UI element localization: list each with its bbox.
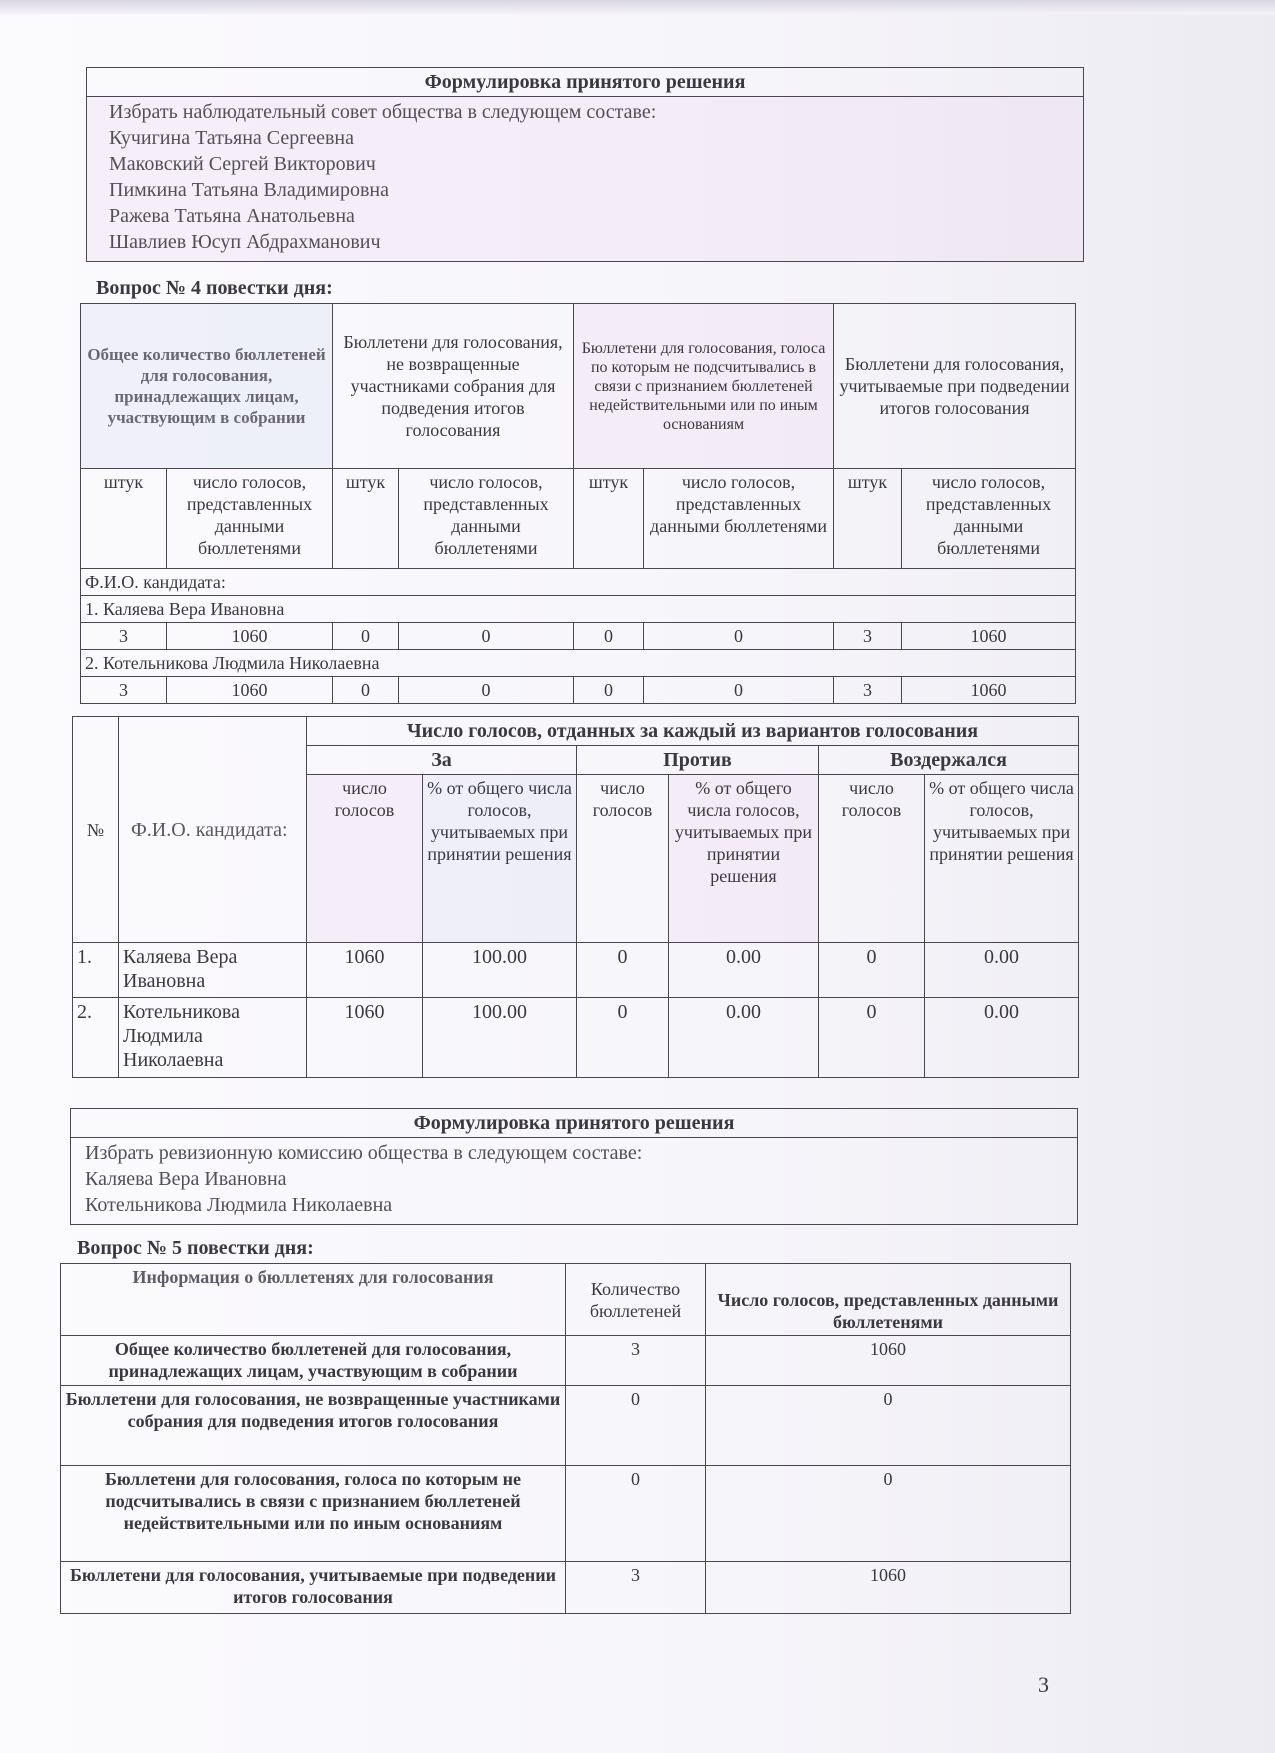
sub-votes-label: число голосов — [307, 775, 423, 943]
cell-value: 1060 — [902, 677, 1076, 704]
header-invalid: Бюллетени для голосования, голоса по которым не подсчитывались в связи с признанием бюллетеней недействительными или по иным основаниям — [574, 304, 834, 469]
sub-pct-label: % от общего числа голосов, учитываемых при принятии решения — [423, 775, 577, 943]
header-not-returned: Бюллетени для голосования, не возвращенные участниками собрания для подведения итогов голосования — [333, 304, 574, 469]
fio-header: Ф.И.О. кандидата: — [119, 717, 307, 943]
decision-line: Избрать ревизионную комиссию общества в следующем составе: — [85, 1142, 643, 1164]
cell-value: 3 — [81, 677, 167, 704]
cell-value: 3 — [566, 1562, 706, 1614]
cell-value: 1060 — [902, 623, 1076, 650]
cell-value: 0.00 — [669, 943, 819, 998]
decision-line: Котельникова Людмила Николаевна — [85, 1194, 393, 1216]
cell-value: 0 — [399, 623, 574, 650]
decision-text — [71, 1138, 1078, 1225]
cell-value: 0 — [574, 623, 644, 650]
cell-value: 0 — [577, 998, 669, 1078]
cell-value: 1060 — [167, 677, 333, 704]
header-counted: Бюллетени для голосования, учитываемые при подведении итогов голосования — [834, 304, 1076, 469]
sub-count-label: штук — [574, 469, 644, 569]
cell-value: 1060 — [307, 943, 423, 998]
decision-block-2 — [70, 1108, 1078, 1225]
cell-value: 0 — [574, 677, 644, 704]
option-abstain: Воздержался — [819, 746, 1079, 775]
cell-value: 0 — [644, 623, 834, 650]
cell-value: 1060 — [167, 623, 333, 650]
cell-value: 3 — [81, 623, 167, 650]
header-votes: Число голосов, представленных данными бюллетенями — [706, 1264, 1071, 1336]
header-info: Информация о бюллетенях для голосования — [61, 1264, 566, 1336]
header-count: Количество бюллетеней — [566, 1264, 706, 1336]
question-4-title: Вопрос № 4 повестки дня: — [96, 277, 333, 299]
cell-value: 100.00 — [423, 943, 577, 998]
decision-line: Шавлиев Юсуп Абдрахманович — [109, 231, 381, 253]
q4-votes-table — [72, 716, 1078, 1078]
fio-label: Ф.И.О. кандидата: — [81, 569, 1076, 596]
cell-value: 0 — [333, 623, 399, 650]
cell-value: 0 — [566, 1466, 706, 1562]
row-label: Бюллетени для голосования, не возвращенные участниками собрания для подведения итогов голосования — [61, 1386, 566, 1466]
cell-value: 100.00 — [423, 998, 577, 1078]
candidate-name: Каляева Вера Ивановна — [119, 943, 307, 998]
cell-value: 0.00 — [925, 943, 1079, 998]
sub-count-label: штук — [81, 469, 167, 569]
decision-line: Каляева Вера Ивановна — [85, 1168, 287, 1190]
scan-edge — [0, 0, 1275, 14]
option-against: Против — [577, 746, 819, 775]
cell-value: 0 — [566, 1386, 706, 1466]
decision-line: Пимкина Татьяна Владимировна — [109, 179, 389, 201]
cell-value: 3 — [566, 1336, 706, 1386]
sub-pct-label: % от общего числа голосов, учитываемых при принятии решения — [925, 775, 1079, 943]
candidate-name: Котельникова Людмила Николаевна — [119, 998, 307, 1078]
row-label: Бюллетени для голосования, голоса по которым не подсчитывались в связи с признанием бюллетеней недействительными или по иным основаниям — [61, 1466, 566, 1562]
decision-line: Ражева Татьяна Анатольевна — [109, 205, 355, 227]
cell-value: 0 — [819, 998, 925, 1078]
cell-value: 0 — [333, 677, 399, 704]
cell-value: 1060 — [706, 1336, 1071, 1386]
sub-count-label: штук — [834, 469, 902, 569]
sub-votes-label: число голосов, представленных данными бюллетенями — [644, 469, 834, 569]
sub-votes-label: число голосов, представленных данными бюллетенями — [399, 469, 574, 569]
row-label: Бюллетени для голосования, учитываемые при подведении итогов голосования — [61, 1562, 566, 1614]
cell-value: 3 — [834, 623, 902, 650]
decision-title: Формулировка принятого решения — [71, 1109, 1078, 1138]
cell-value: 1060 — [307, 998, 423, 1078]
sub-count-label: штук — [333, 469, 399, 569]
cell-value: 0 — [819, 943, 925, 998]
decision-text — [87, 97, 1084, 262]
decision-line: Избрать наблюдательный совет общества в следующем составе: — [109, 101, 657, 123]
cell-value: 0 — [706, 1386, 1071, 1466]
candidate-name: 2. Котельникова Людмила Николаевна — [81, 650, 1076, 677]
sub-votes-label: число голосов, представленных данными бюллетенями — [902, 469, 1076, 569]
sub-votes-label: число голосов — [577, 775, 669, 943]
cell-value: 0.00 — [925, 998, 1079, 1078]
option-for: За — [307, 746, 577, 775]
cell-value: 0.00 — [669, 998, 819, 1078]
cell-value: 3 — [834, 677, 902, 704]
sub-votes-label: число голосов — [819, 775, 925, 943]
q4-ballots-table — [80, 303, 1075, 704]
sub-votes-label: число голосов, представленных данными бюллетенями — [167, 469, 333, 569]
candidate-name: 1. Каляева Вера Ивановна — [81, 596, 1076, 623]
num-header: № — [73, 717, 119, 943]
q5-ballots-table — [60, 1263, 1070, 1614]
header-total-ballots: Общее количество бюллетеней для голосования, принадлежащих лицам, участвующим в собрании — [81, 304, 333, 469]
cell-value: 1060 — [706, 1562, 1071, 1614]
row-label: Общее количество бюллетеней для голосования, принадлежащих лицам, участвующим в собрании — [61, 1336, 566, 1386]
decision-title: Формулировка принятого решения — [87, 68, 1084, 97]
decision-block-1 — [86, 67, 1084, 262]
cell-value: 0 — [399, 677, 574, 704]
cell-value: 0 — [644, 677, 834, 704]
row-number: 1. — [73, 943, 119, 998]
cell-value: 0 — [706, 1466, 1071, 1562]
question-5-title: Вопрос № 5 повестки дня: — [77, 1237, 314, 1259]
page-number: 3 — [1038, 1672, 1049, 1697]
decision-line: Кучигина Татьяна Сергеевна — [109, 127, 354, 149]
row-number: 2. — [73, 998, 119, 1078]
cell-value: 0 — [577, 943, 669, 998]
decision-line: Маковский Сергей Викторович — [109, 153, 376, 175]
sub-pct-label: % от общего числа голосов, учитываемых при принятии решения — [669, 775, 819, 943]
votes-main-header: Число голосов, отданных за каждый из вариантов голосования — [307, 717, 1079, 746]
